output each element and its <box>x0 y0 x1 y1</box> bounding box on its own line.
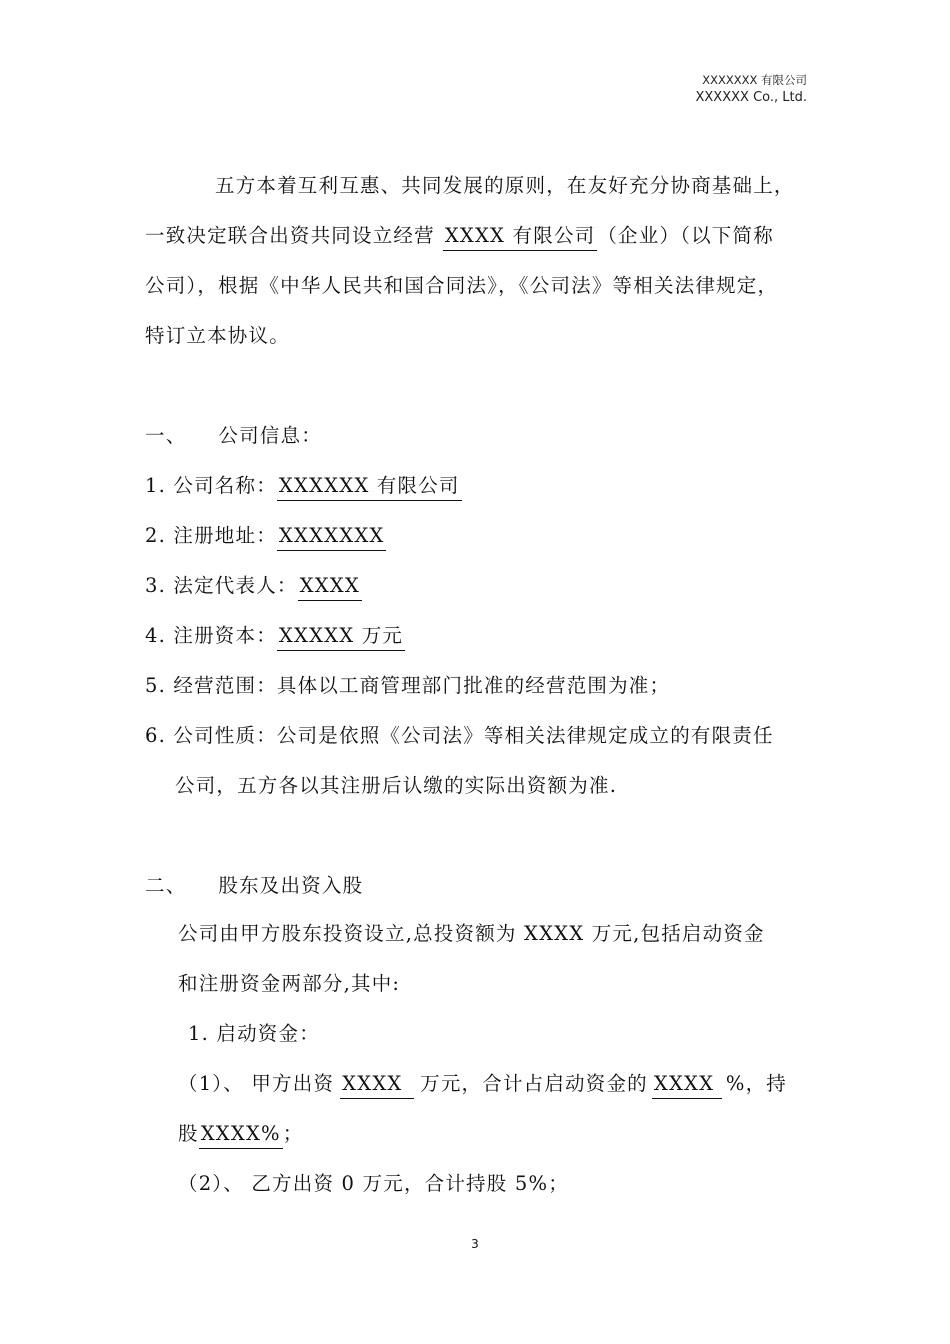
info-label: 5. 经营范围： <box>145 674 277 697</box>
section-1-heading <box>145 420 322 448</box>
info-item-6 <box>145 720 774 748</box>
intro-line-1: 五方本着互利互惠、共同发展的原则，在友好充分协商基础上， <box>215 174 795 197</box>
section-1-number: 一、 <box>145 424 187 447</box>
info-item-3 <box>145 570 362 601</box>
party-a-contribution-continued <box>178 1118 303 1149</box>
info-item-4 <box>145 620 405 651</box>
section-2-para-line-2: 和注册资金两部分,其中: <box>178 972 401 995</box>
party-a-pct-blank: XXXX <box>652 1074 722 1099</box>
party-a-line2-prefix: 股 <box>178 1122 199 1145</box>
header-company-cn: XXXXXXX 有限公司 <box>702 73 807 87</box>
info-value-scope: 具体以工商管理部门批准的经营范围为准； <box>276 674 671 697</box>
section-2-heading <box>145 870 363 898</box>
party-a-line2-suffix: ； <box>282 1122 304 1145</box>
party-a-suffix: %，持 <box>725 1072 787 1095</box>
party-a-contribution <box>178 1068 787 1099</box>
info-value-legal-rep: XXXX <box>298 576 362 601</box>
info-item-1 <box>145 470 462 501</box>
info-item-5 <box>145 670 670 698</box>
info-value-company-name: XXXXXX 有限公司 <box>277 476 462 501</box>
party-a-amount-blank: XXXX <box>340 1074 414 1099</box>
subsection-startup-funds: 1. 启动资金： <box>188 1022 320 1045</box>
party-a-mid: 万元，合计占启动资金的 <box>420 1072 648 1095</box>
section-2-title: 股东及出资入股 <box>218 874 364 897</box>
intro-line-3: 公司），根据《中华人民共和国合同法》，《公司法》等相关法律规定， <box>145 274 779 297</box>
page-number: 3 <box>471 1237 479 1251</box>
info-value-nature: 公司是依照《公司法》等相关法律规定成立的有限责任 <box>276 724 774 747</box>
intro-line-2 <box>145 220 774 251</box>
intro-line-4: 特订立本协议。 <box>145 324 290 347</box>
party-b-contribution: （2）、 乙方出资 0 万元，合计持股 5%； <box>178 1172 569 1195</box>
section-1-title: 公司信息： <box>218 424 322 447</box>
info-value-capital: XXXXX 万元 <box>277 626 405 651</box>
info-label: 1. 公司名称： <box>145 474 277 497</box>
company-name-blank: XXXX 有限公司 <box>443 226 598 251</box>
header-company-en: XXXXXX Co., Ltd. <box>695 90 807 105</box>
intro-line-2-a: 一致决定联合出资共同设立经营 <box>145 224 435 247</box>
party-a-share-blank: XXXX% <box>199 1124 283 1149</box>
info-item-2 <box>145 520 386 551</box>
info-label: 6. 公司性质： <box>145 724 277 747</box>
info-item-6-continued: 公司，五方各以其注册后认缴的实际出资额为准. <box>175 774 618 797</box>
info-label: 2. 注册地址： <box>145 524 277 547</box>
info-label: 3. 法定代表人： <box>145 574 298 597</box>
party-a-prefix: （1）、 甲方出资 <box>178 1072 335 1095</box>
section-2-number: 二、 <box>145 874 187 897</box>
info-label: 4. 注册资本： <box>145 624 277 647</box>
info-value-address: XXXXXXX <box>277 526 387 551</box>
section-2-para-line-1: 公司由甲方股东投资设立,总投资额为 XXXX 万元,包括启动资金 <box>178 922 765 945</box>
intro-line-2-b: （企业）（以下简称 <box>597 224 774 247</box>
